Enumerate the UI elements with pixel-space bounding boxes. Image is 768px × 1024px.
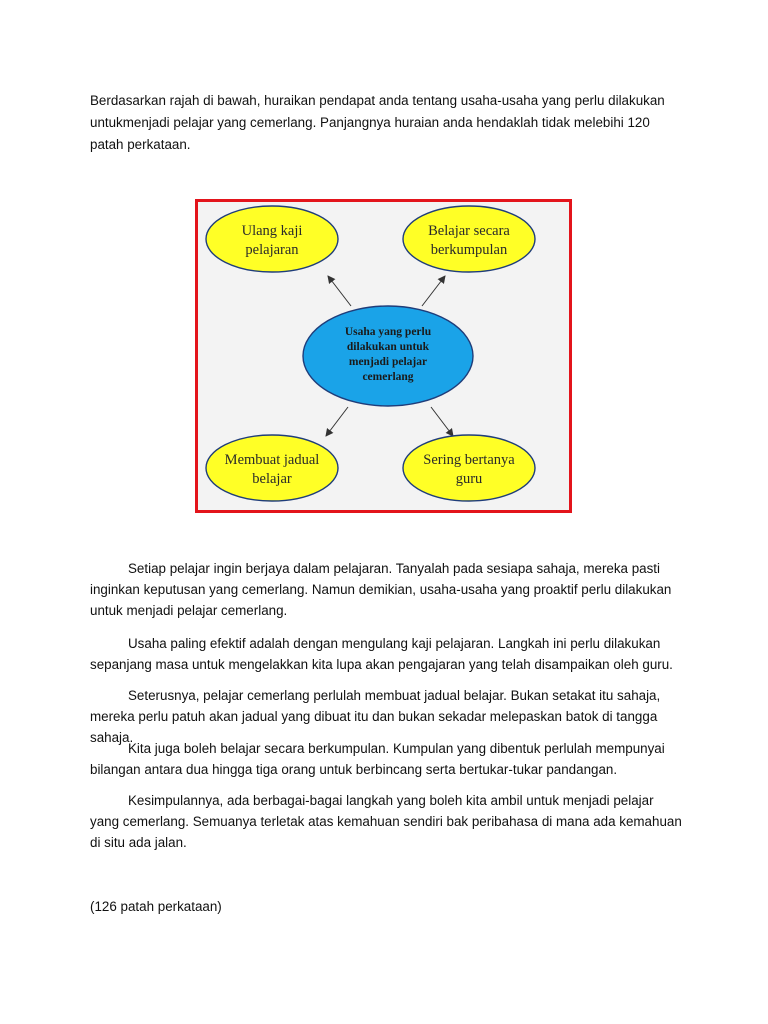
center-label-line-3: menjadi pelajar — [348, 356, 428, 368]
node-label-line-2: pelajaran — [245, 242, 299, 258]
paragraph-introduction: Setiap pelajar ingin berjaya dalam pelajaran. Tanyalah pada sesiapa sahaja, mereka pasti inginkan keputusan yang cemerlang. Namun demikian, usaha-usaha yang proaktif perlu dilakukan untuk menjadi pelajar cemerlang. — [90, 561, 672, 618]
arrow-to-top-right — [422, 276, 445, 306]
center-label-line-4: cemerlang — [362, 371, 414, 383]
node-label-line-1: Sering bertanya — [423, 452, 515, 468]
paragraph-point-2: Seterusnya, pelajar cemerlang perlulah membuat jadual belajar. Bukan setakat itu sahaja, mereka perlu patuh akan jadual yang dibuat itu dan bukan sekadar melepaskan batok di tangga sahaja. — [90, 688, 661, 745]
center-label-line-1: Usaha yang perlu — [344, 326, 432, 338]
node-label-line-1: Belajar secara — [428, 223, 510, 239]
node-ellipse — [206, 435, 338, 501]
center-label-line-2: dilakukan untuk — [346, 341, 430, 353]
question-prompt: Berdasarkan rajah di bawah, huraikan pendapat anda tentang usaha-usaha yang perlu dilakukan untukmenjadi pelajar yang cemerlang. Panjangnya huraian anda hendaklah tidak melebihi 120 patah perkataan. — [90, 93, 665, 152]
node-label-line-1: Membuat jadual — [224, 452, 320, 468]
word-count-note: (126 patah perkataan) — [90, 899, 222, 914]
arrow-to-bottom-right — [431, 407, 453, 436]
node-label-line-2: berkumpulan — [430, 242, 508, 258]
node-label-line-2: belajar — [252, 471, 292, 487]
paragraph-point-1: Usaha paling efektif adalah dengan mengulang kaji pelajaran. Langkah ini perlu dilakukan sepanjang masa untuk mengelakkan kita lupa akan pengajaran yang telah disampaikan oleh guru. — [90, 636, 673, 672]
node-ellipse — [206, 206, 338, 272]
node-label-line-2: guru — [455, 471, 483, 487]
node-center — [303, 306, 473, 406]
node-bottom-left — [206, 435, 338, 501]
mind-map-svg — [198, 202, 569, 510]
node-top-right — [403, 206, 535, 272]
arrow-to-top-left — [328, 276, 351, 306]
paragraph-point-3: Kita juga boleh belajar secara berkumpulan. Kumpulan yang dibentuk perlulah mempunyai bilangan antara dua hingga tiga orang untuk berbincang serta bertukar-tukar pandangan. — [90, 741, 665, 777]
node-label-line-1: Ulang kaji — [241, 223, 303, 239]
node-bottom-right — [403, 435, 535, 501]
node-top-left — [206, 206, 338, 272]
node-ellipse — [403, 206, 535, 272]
paragraph-conclusion: Kesimpulannya, ada berbagai-bagai langkah yang boleh kita ambil untuk menjadi pelajar yang cemerlang. Semuanya terletak atas kemahuan sendiri bak peribahasa di mana ada kemahuan di situ ada jalan. — [90, 793, 682, 850]
mind-map-diagram — [195, 199, 572, 513]
arrow-to-bottom-left — [326, 407, 348, 436]
node-ellipse — [403, 435, 535, 501]
